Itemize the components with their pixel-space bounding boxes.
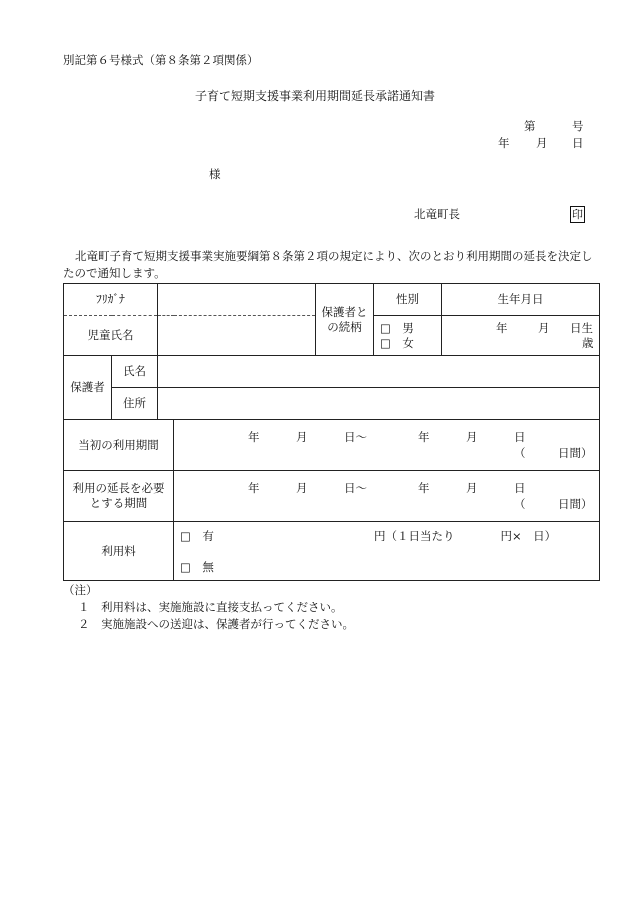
extended-period-field[interactable]: 年 月 日～ 年 月 日 （ 日間） [174, 471, 600, 522]
dob-field[interactable]: 年 月 日生 歳 [442, 316, 600, 356]
date-day: 日 [572, 136, 584, 150]
issuer: 北竜町長 [414, 207, 460, 221]
note-item: ２ 実施施設への送迎は、保護者が行ってください。 [78, 617, 354, 631]
fee-field [174, 522, 600, 581]
note-item: １ 利用料は、実施施設に直接支払ってください。 [78, 600, 343, 614]
form-label: 別記第６号様式（第８条第２項関係） [63, 53, 259, 67]
fee-detail: 円（１日当たり 円× 日） [374, 529, 557, 543]
date-year: 年 [498, 136, 510, 150]
gender-male-checkbox[interactable]: □ 男 [380, 320, 414, 335]
fee-yes-checkbox[interactable]: □ 有 [180, 529, 214, 543]
seal-stamp: 印 [572, 208, 583, 221]
child-name-label: 児童氏名 [64, 316, 158, 356]
gender-female-checkbox[interactable]: □ 女 [380, 335, 414, 350]
extended-period-label: 利用の延長を必要 とする期間 [64, 471, 174, 522]
date-month: 月 [536, 136, 548, 150]
form-table [63, 283, 600, 581]
guardian-label: 保護者 [64, 356, 112, 420]
furigana-field[interactable] [158, 284, 316, 316]
document-number-date [490, 120, 590, 154]
initial-period-label: 当初の利用期間 [64, 420, 174, 471]
number-go: 号 [572, 119, 584, 133]
document-title: 子育て短期支援事業利用期間延長承諾通知書 [194, 89, 435, 103]
intro-text: 北竜町子育て短期支援事業実施要綱第８条第２項の規定により、次のとおり利用期間の延長を決定したので通知します。 [63, 249, 593, 280]
guardian-name-label: 氏名 [112, 356, 158, 388]
addressee-suffix: 様 [209, 167, 221, 181]
initial-period-field[interactable]: 年 月 日～ 年 月 日 （ 日間） [174, 420, 600, 471]
fee-no-checkbox[interactable]: □ 無 [180, 560, 214, 574]
gender-options [374, 316, 442, 356]
furigana-label: ﾌﾘｶﾞﾅ [64, 284, 158, 316]
notes-heading: （注） [63, 583, 98, 597]
guardian-address-label: 住所 [112, 388, 158, 420]
notes [63, 582, 354, 633]
child-name-field[interactable] [158, 316, 316, 356]
relation-label: 保護者と の続柄 [316, 284, 374, 356]
guardian-name-field[interactable] [158, 356, 600, 388]
number-dai: 第 [524, 119, 536, 133]
gender-label: 性別 [374, 284, 442, 316]
guardian-address-field[interactable] [158, 388, 600, 420]
dob-label: 生年月日 [442, 284, 600, 316]
fee-label: 利用料 [64, 522, 174, 581]
